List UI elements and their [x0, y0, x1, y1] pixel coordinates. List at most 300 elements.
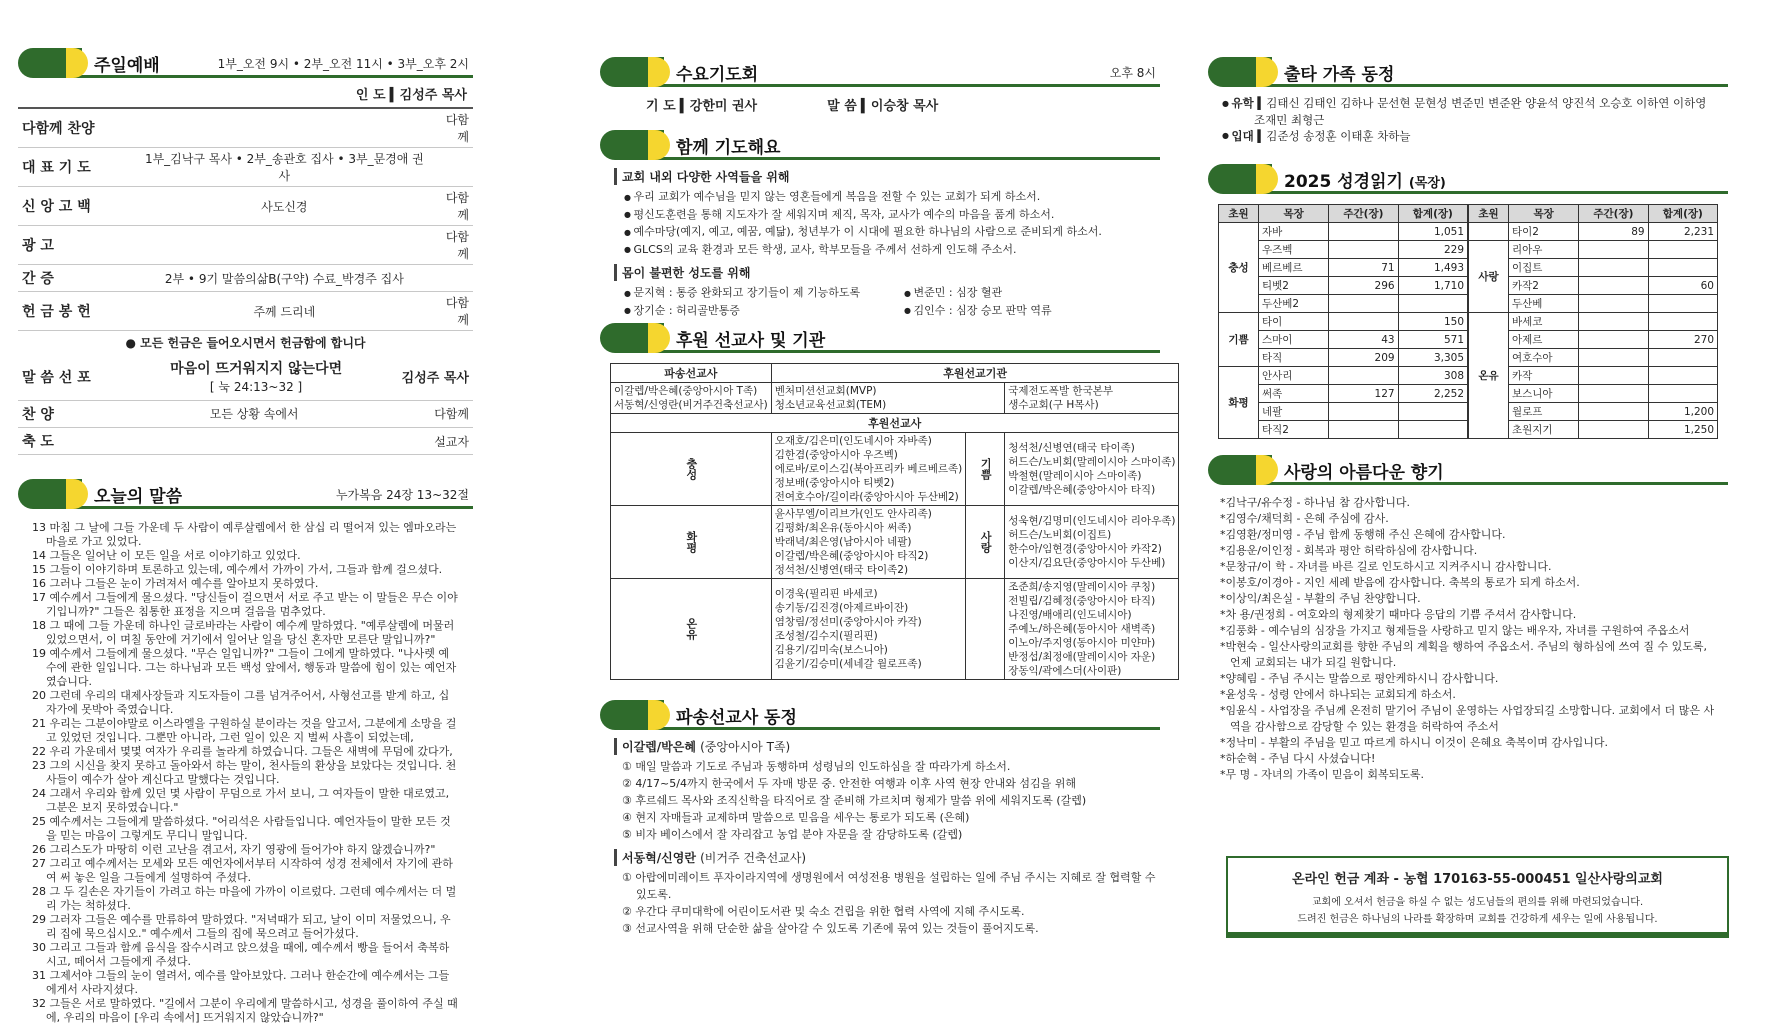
- worship-right: 다함께: [431, 292, 473, 331]
- bible-cell: 150: [1398, 313, 1467, 331]
- family-list: ● 유학 ▍김태신 김태인 김하나 문선현 문현성 변준민 변준완 양윤석 양진석 오승호 이하연 이하영 조재민 최형근 ● 입대 ▍김준성 송정훈 이태훈 차하늘: [1208, 89, 1728, 144]
- missionary: 이갈렙/박은혜(중앙아시아 타직2): [774, 550, 929, 562]
- worship-content: [138, 226, 431, 265]
- column-worship: [18, 46, 473, 1025]
- mission-entry: 청소년교육선교회(TEM): [774, 399, 887, 411]
- g1-head: 교회 내외 다양한 사역들을 위해: [614, 168, 1160, 185]
- wed-prayer-label: 기 도: [646, 99, 676, 114]
- bible-tables: [1218, 204, 1718, 439]
- bible-cell: [1579, 259, 1648, 277]
- verse: 22 우리 가운데서 몇몇 여자가 우리를 놀라게 하였습니다. 그들은 새벽에 무덤에 갔다가,: [32, 745, 453, 758]
- bible-cell: 270: [1648, 331, 1717, 349]
- worship-content: 주께 드리네: [138, 292, 431, 331]
- missionary: 주예노/하은혜(동아시아 새벽족): [1008, 623, 1156, 635]
- worship-content: 1부_김낙구 목사 • 2부_송관호 집사 • 3부_문경애 권사: [138, 148, 431, 187]
- bible-cell: 43: [1329, 331, 1398, 349]
- health-item: ● 김인수 : 심장 승모 판막 역류: [880, 302, 1140, 320]
- bible-table-right: [1468, 204, 1718, 439]
- report-item: ① 매일 말씀과 기도로 주님과 동행하며 성령님의 인도하심을 잘 따라가게 하소서.: [622, 760, 1011, 773]
- worship-row: [18, 108, 473, 148]
- fragrance-list: [1208, 487, 1728, 783]
- report-item: ② 우간다 쿠미대학에 어린이도서관 및 숙소 건립을 위한 협력 사역에 지혜 주시도록.: [622, 905, 1025, 918]
- bible-cell: 타이2: [1509, 223, 1579, 241]
- bible-cell: [1648, 313, 1717, 331]
- missionary: 이갈렙/박은혜(중앙아시아 타직): [1008, 484, 1156, 496]
- bible-cell: 우즈벡: [1259, 241, 1329, 259]
- pray-title: 함께 기도해요: [676, 137, 781, 158]
- study-label: 유학: [1231, 96, 1254, 110]
- bible-cell: [1648, 295, 1717, 313]
- bible-cell: 카작: [1509, 367, 1579, 385]
- bible-cell: 296: [1329, 277, 1398, 295]
- missionary: 송기동/김진경(아제르바이잔): [774, 602, 909, 614]
- missionary: 나진영/배애리(인도네시아): [1008, 609, 1132, 621]
- group-left-list: [771, 579, 966, 680]
- fragrance-item: *차 용/권정희 - 여호와의 형제찾기 때마다 응답의 기쁨 주셔서 감사합니다.: [1220, 608, 1577, 621]
- missionary: 오재호/김은미(인도네시아 자바족): [774, 435, 932, 447]
- fragrance-title: 사랑의 아름다운 향기: [1284, 462, 1444, 483]
- family-header: [1208, 55, 1728, 89]
- fragrance-item: *이상익/최은실 - 부활의 주님 찬양합니다.: [1220, 592, 1421, 605]
- bible-cell: 타직: [1259, 349, 1329, 367]
- fragrance-item: *하순혁 - 주님 다시 사셨습니다!: [1220, 752, 1376, 765]
- study-names: 김태신 김태인 김하나 문선현 문현성 변준민 변준완 양윤석 양진석 오승호 이하연 이하영 조재민 최형근: [1254, 96, 1707, 127]
- missionary: 이경욱(필리핀 바세코): [774, 588, 878, 600]
- bible-cell: 127: [1329, 385, 1398, 403]
- bible-cell: 타직2: [1259, 421, 1329, 439]
- leader-line: 인 도 ▍김성주 목사: [355, 88, 467, 103]
- verse: 32 그들은 서로 말하였다. "길에서 그분이 우리에게 말씀하시고, 성경을 풀이하여 주실 때에, 우리의 마음이 [우리 속에서] 뜨거워지지 않았습니까?": [32, 997, 458, 1024]
- bible-row: [1469, 313, 1718, 331]
- bible-cell: 1,710: [1398, 277, 1467, 295]
- group-left-label: 온유: [611, 579, 772, 680]
- worship-content: 사도신경: [138, 187, 431, 226]
- bible-header: 목장: [1509, 205, 1579, 223]
- g1-list: [600, 188, 1160, 258]
- bible-cell: 두산베: [1509, 295, 1579, 313]
- worship-right: [431, 265, 473, 292]
- bible-cell: [1579, 403, 1648, 421]
- word-ref: 누가복음 24장 13~32절: [335, 488, 469, 502]
- r1-list: [600, 758, 1160, 843]
- worship-content: [138, 108, 431, 148]
- verse: 15 그들이 이야기하며 토론하고 있는데, 예수께서 가까이 가서, 그들과 함께 걸으셨다.: [32, 563, 443, 576]
- bible-cell: 이집트: [1509, 259, 1579, 277]
- missionary: 허드슨/노비회(말레이시아 스마이족): [1008, 456, 1176, 468]
- bible-cell: 60: [1648, 277, 1717, 295]
- missionary: 이노아/주지영(동아시아 미얀마): [1008, 637, 1156, 649]
- bible-header: 목장: [1259, 205, 1329, 223]
- bible-cell: 2,252: [1398, 385, 1467, 403]
- worship-right: 다함께: [431, 226, 473, 265]
- bible-group: 충성: [1219, 223, 1259, 313]
- bible-cell: [1648, 385, 1717, 403]
- prayer-item: ● 예수마당(예지, 예고, 예꿈, 예닮), 청년부가 이 시대에 필요한 하나님의 사람으로 준비되게 하소서.: [600, 223, 1160, 241]
- bible-cell: 베르베르: [1259, 259, 1329, 277]
- group-left-list: [771, 506, 966, 579]
- worship-row: [18, 187, 473, 226]
- group-right-label: [966, 579, 1005, 680]
- missionary: 염창림/정선미(중앙아시아 카작): [774, 616, 922, 628]
- missionary: 조준희/송지영(말레이시아 쿠칭): [1008, 581, 1156, 593]
- bible-row: [1219, 223, 1468, 241]
- report-item: ① 아랍에미레이트 푸자이라지역에 생명원에서 여성전용 병원을 설립하는 일에 주님 주시는 지혜로 잘 협력할 수 있도록.: [622, 871, 1156, 901]
- account-line: 온라인 헌금 계좌 - 농협 170163-55-000451 일산사랑의교회: [1292, 872, 1663, 887]
- sermon-row: [18, 354, 473, 401]
- bible-cell: 3,305: [1398, 349, 1467, 367]
- bible-cell: 여호수아: [1509, 349, 1579, 367]
- online-offering-box: [1226, 856, 1729, 938]
- worship-key: 광 고: [18, 226, 138, 265]
- bible-cell: [1648, 241, 1717, 259]
- group-right-label: 기쁨: [966, 433, 1005, 506]
- verse: 30 그리고 그들과 함께 음식을 잡수시려고 앉으셨을 때에, 예수께서 빵을 들어서 축복하시고, 떼어서 그들에게 주셨다.: [32, 941, 450, 968]
- g2-list: [600, 284, 1160, 319]
- verses: [18, 511, 473, 1025]
- bible-group: 사랑: [1469, 241, 1509, 313]
- bible-group: 화평: [1219, 367, 1259, 439]
- bible-group: 기쁨: [1219, 313, 1259, 367]
- r2-name: 서동혁/신영란: [622, 851, 696, 865]
- worship-key: 다함께 찬양: [18, 108, 138, 148]
- verse: 18 그 때에 그들 가운데 하나인 글로바라는 사람이 예수께 말하였다. "예루살렘에 머물러 있었으면서, 이 며칠 동안에 거기에서 일어난 일을 당신 혼자만 모른단 말입니까?": [32, 619, 455, 646]
- sermon-speaker: 김성주 목사: [374, 354, 473, 400]
- r1-name: 이갈렙/박은혜: [622, 740, 696, 754]
- support-group: [611, 506, 1179, 579]
- bible-cell: [1579, 367, 1648, 385]
- bible-cell: 1,051: [1398, 223, 1467, 241]
- group-right-list: [1005, 433, 1179, 506]
- bible-header: 주간(장): [1329, 205, 1398, 223]
- worship-right: 다함께: [431, 108, 473, 148]
- bible-title-wrap: [1284, 167, 1446, 192]
- worship-order: [18, 107, 473, 331]
- bible-cell: 자바: [1259, 223, 1329, 241]
- worship-key: 축 도: [18, 428, 138, 455]
- worship-row: [18, 428, 473, 455]
- bible-row: [1469, 241, 1718, 259]
- bible-header: 합계(장): [1398, 205, 1467, 223]
- word-header: [18, 477, 473, 511]
- bible-cell: 월로프: [1509, 403, 1579, 421]
- bible-cell: 209: [1329, 349, 1398, 367]
- r2-head: [614, 849, 1160, 866]
- bible-cell: 초원지기: [1509, 421, 1579, 439]
- bible-cell: [1648, 367, 1717, 385]
- verse: 29 그러자 그들은 예수를 만류하여 말하였다. "저녁때가 되고, 날이 이미 저물었으니, 우리 집에 묵으십시오." 예수께서 그들의 집에 묵으려고 들어가셨다.: [32, 913, 451, 940]
- missionary: 전빌립/김혜정(중앙아시아 타직): [1008, 595, 1156, 607]
- worship-key: 찬 양: [18, 401, 138, 428]
- missionary: 박철현(말레이시아 스마이족): [1008, 470, 1142, 482]
- worship-right: 다함께: [431, 187, 473, 226]
- worship-key: 간 증: [18, 265, 138, 292]
- group-right-list: [1005, 579, 1179, 680]
- bible-cell: [1329, 241, 1398, 259]
- bible-cell: 71: [1329, 259, 1398, 277]
- group-left-label: 화평: [611, 506, 772, 579]
- sermon-title: 마음이 뜨거워지지 않는다면: [170, 361, 343, 378]
- r1-sub: (중앙아시아 T족): [700, 740, 791, 754]
- bible-cell: [1579, 421, 1648, 439]
- bible-cell: 308: [1398, 367, 1467, 385]
- missionary: 청석천/신병연(태국 타이족): [1008, 442, 1135, 454]
- missionary: 에로바/로이스김(북아프리카 베르베르족): [774, 463, 963, 475]
- wed-time: 오후 8시: [1109, 66, 1156, 80]
- offering-note: ● 모든 헌금은 들어오시면서 헌금함에 합니다: [125, 336, 366, 350]
- bible-header: [1208, 162, 1728, 196]
- bible-cell: [1579, 349, 1648, 367]
- prayer-item: ● GLCS의 교육 환경과 모든 학생, 교사, 학부모들을 주께서 선하게 인도해 주소서.: [600, 241, 1160, 259]
- bible-row: [1469, 223, 1718, 241]
- health-item: ● 문지혁 : 통증 완화되고 장기들이 제 기능하도록: [600, 284, 880, 302]
- verse: 16 그러나 그들은 눈이 가려져서 예수를 알아보지 못하였다.: [32, 577, 319, 590]
- missionary: 박래녁/최은영(남아시아 네팔): [774, 536, 912, 548]
- bible-row: [1219, 313, 1468, 331]
- column-prayer: [600, 55, 1176, 937]
- health-item: ● 장기순 : 허리골반통증: [600, 302, 880, 320]
- fragrance-item: *김영환/정미영 - 주님 함께 동행해 주신 은혜에 감사합니다.: [1220, 528, 1506, 541]
- worship-row: [18, 265, 473, 292]
- bible-cell: 2,231: [1648, 223, 1717, 241]
- verse: 17 예수께서 그들에게 물으셨다. "당신들이 걸으면서 서로 주고 받는 이 말들은 무슨 이야기입니까?" 그들은 침통한 표정을 지으며 걸음을 멈추었다.: [32, 591, 458, 618]
- verse: 21 우리는 그분이야말로 이스라엘을 구원하실 분이라는 것을 알고서, 그분에게 소망을 걸고 있었던 것입니다. 그뿐만 아니라, 그런 일이 있은 지 벌써 사흘이 되었는데,: [32, 717, 457, 744]
- bible-cell: 리아우: [1509, 241, 1579, 259]
- bible-cell: [1579, 313, 1648, 331]
- verse: 26 그리스도가 마땅히 이런 고난을 겪고서, 자기 영광에 들어가야 하지 않겠습니까?": [32, 843, 436, 856]
- bible-cell: [1579, 331, 1648, 349]
- bible-cell: [1579, 385, 1648, 403]
- bible-cell: [1329, 223, 1398, 241]
- bible-cell: [1329, 295, 1398, 313]
- fragrance-item: *김낙구/유수정 - 하나님 참 감사합니다.: [1220, 496, 1411, 509]
- bible-cell: 안사리: [1259, 367, 1329, 385]
- mission-entry: 서동혁/신영란(비거주건축선교사): [614, 399, 768, 411]
- service-times: 1부_오전 9시 • 2부_오전 11시 • 3부_오후 2시: [217, 57, 469, 71]
- missionary: 한수아/임현경(중앙아시아 카작2): [1008, 543, 1162, 555]
- bible-cell: 아제르: [1509, 331, 1579, 349]
- missionary: 조성철/김수지(필리핀): [774, 630, 878, 642]
- bible-cell: [1579, 241, 1648, 259]
- word-title: 오늘의 말씀: [94, 486, 183, 507]
- mission-entry: 국제전도폭발 한국본부: [1008, 385, 1114, 397]
- worship-row: [18, 292, 473, 331]
- worship-right: [431, 148, 473, 187]
- fragrance-item: *무 명 - 자녀의 가족이 믿음이 회복되도록.: [1220, 768, 1424, 781]
- report-title: 파송선교사 동정: [676, 707, 797, 728]
- report-item: ② 4/17~5/4까지 한국에서 두 자매 방문 중. 안전한 여행과 이후 사역 현장 안내와 섬김을 위해: [622, 777, 1076, 790]
- fragrance-item: *박현숙 - 일산사랑의교회를 향한 주님의 계획을 행하여 주옵소서. 주님의 형하심에 쓰여 질 수 있도록, 언제 교회되는 내가 되길 원합니다.: [1220, 640, 1707, 669]
- fragrance-item: *임윤식 - 사업장을 주님께 온전히 맡기어 주님이 운영하는 사업장되길 소망합니다. 교회에서 더 많은 사역을 감사함으로 감당할 수 있는 환경을 허락하여 주소서: [1220, 704, 1715, 733]
- sermon-label: 말 씀 선 포: [18, 354, 138, 400]
- wed-header: [600, 55, 1160, 89]
- bible-cell: [1648, 259, 1717, 277]
- wed-word: 이승창 목사: [870, 99, 939, 114]
- bible-cell: [1579, 295, 1648, 313]
- fragrance-item: *문창규/이 학 - 자녀를 바른 길로 인도하시고 지켜주시니 감사합니다.: [1220, 560, 1552, 573]
- army-names: 김준성 송정훈 이태훈 차하늘: [1266, 128, 1411, 143]
- report-header: [600, 698, 1160, 732]
- mission-entry: 벤처미션선교회(MVP): [774, 385, 877, 397]
- missionary: 김용기/김미숙(보스니아): [774, 644, 888, 656]
- worship-key: 신 앙 고 백: [18, 187, 138, 226]
- bible-cell: 티벳2: [1259, 277, 1329, 295]
- missionary: 김한겸(중앙아시아 우즈벡): [774, 449, 898, 461]
- bible-cell: 타이: [1259, 313, 1329, 331]
- miss-head1: 파송선교사: [611, 364, 772, 383]
- group-left-label: 충성: [611, 433, 772, 506]
- report-item: ④ 현지 자매들과 교제하며 말씀으로 믿음을 세우는 통로가 되도록 (은혜): [622, 811, 970, 824]
- worship-row: [18, 148, 473, 187]
- fragrance-item: *김영수/채덕희 - 은혜 주심에 감사.: [1220, 512, 1389, 525]
- verse: 28 그 두 길손은 자기들이 가려고 하는 마을에 가까이 이르렀다. 그런데 예수께서는 더 멀리 가는 척하셨다.: [32, 885, 457, 912]
- column-family: [1208, 55, 1728, 783]
- bible-cell: 카작2: [1509, 277, 1579, 295]
- bible-cell: 두산베2: [1259, 295, 1329, 313]
- fragrance-item: *양혜림 - 주님 주시는 말씀으로 평안케하시니 감사합니다.: [1220, 672, 1499, 685]
- sermon-ref: [ 눅 24:13~32 ]: [209, 380, 303, 395]
- orgs-b: [1005, 383, 1179, 414]
- account-note-1: 교회에 오셔서 헌금을 하실 수 없는 성도님들의 편의를 위해 마련되었습니다.: [1311, 897, 1644, 908]
- bible-cell: 스마이: [1259, 331, 1329, 349]
- bible-cell: [1648, 349, 1717, 367]
- missionary: 성욱현/김명미(인도네시아 리아우족): [1008, 515, 1176, 527]
- fragrance-item: *정낙미 - 부활의 주님을 믿고 따르게 하시니 이것이 은혜요 축복이며 감사입니다.: [1220, 736, 1608, 749]
- bible-title: 2025 성경읽기: [1284, 171, 1403, 192]
- support-head: 후원선교사: [611, 414, 1179, 433]
- worship-key: 헌 금 봉 헌: [18, 292, 138, 331]
- bible-cell: [1329, 403, 1398, 421]
- worship-right: 다함께: [370, 401, 473, 428]
- bible-header: 합계(장): [1648, 205, 1717, 223]
- r1-head: [614, 738, 1160, 755]
- bible-table-left: [1218, 204, 1468, 439]
- bible-cell: 1,200: [1648, 403, 1717, 421]
- worship-content: 모든 상황 속에서: [138, 401, 370, 428]
- support-group: [611, 579, 1179, 680]
- missionary: 윤사무엘/이리브가(인도 안사리족): [774, 508, 932, 520]
- bible-header: 주간(장): [1579, 205, 1648, 223]
- bible-cell: 보스니아: [1509, 385, 1579, 403]
- bible-cell: 네팔: [1259, 403, 1329, 421]
- mission-entry: 생수교회(구 H목사): [1008, 399, 1099, 411]
- verse: 23 그의 시신을 찾지 못하고 돌아와서 하는 말이, 천사들의 환상을 보았다는 것입니다. 천사들이 예수가 살아 계신다고 말했다는 것입니다.: [32, 759, 457, 786]
- bible-cell: [1329, 421, 1398, 439]
- wed-roles: 기 도 ▍강한미 권사 말 씀 ▍이승창 목사: [646, 99, 939, 114]
- support-group: [611, 433, 1179, 506]
- pray-header: [600, 128, 1160, 162]
- bible-cell: 바세코: [1509, 313, 1579, 331]
- bible-cell: [1329, 313, 1398, 331]
- verse: 24 그래서 우리와 함께 있던 몇 사람이 무덤으로 가서 보니, 그 여자들이 말한 대로였고, 그분은 보지 못하였습니다.": [32, 787, 450, 814]
- wed-title: 수요기도회: [676, 64, 759, 85]
- wed-prayer: 강한미 권사: [689, 99, 758, 114]
- bible-row: [1219, 367, 1468, 385]
- worship-content: 2부 • 9기 말씀의삶B(구약) 수료_박경주 집사: [138, 265, 431, 292]
- missionary: 이산지/김요단(중앙아시아 두산베): [1008, 557, 1166, 569]
- report-item: ⑤ 비자 베이스에서 잘 자리잡고 농업 분야 자문을 잘 감당하도록 (갈렙): [622, 828, 963, 841]
- bible-cell: [1398, 403, 1467, 421]
- report-item: ③ 후르쉐드 목사와 조직신학을 타직어로 잘 준비해 가르치며 형제가 말씀 위에 세워지도록 (갈렙): [622, 794, 1087, 807]
- missionary: 김윤기/김승미(세네갈 월로프족): [774, 658, 922, 670]
- leader: 김성주 목사: [399, 88, 467, 103]
- verse: 31 그제서야 그들의 눈이 열려서, 예수를 알아보았다. 그러나 한순간에 예수께서는 그들에게서 사라지셨다.: [32, 969, 450, 996]
- worship-content: [138, 428, 370, 455]
- r2-list: [600, 869, 1160, 937]
- account-note-2: 드려진 헌금은 하나님의 나라를 확장하며 교회를 건강하게 세우는 일에 사용됩니다.: [1297, 914, 1658, 925]
- bible-cell: [1329, 367, 1398, 385]
- verse: 13 마침 그 날에 그들 가운데 두 사람이 예루살렘에서 한 삼십 리 떨어져 있는 엠마오라는 마을로 가고 있었다.: [32, 521, 457, 548]
- miss-title: 후원 선교사 및 기관: [676, 330, 826, 351]
- fragrance-item: *김풍화 - 예수님의 심장을 가지고 형제들을 사랑하고 믿지 않는 배우자, 자녀를 구원하여 주옵소서: [1220, 624, 1690, 637]
- verse: 14 그들은 일어난 이 모든 일을 서로 이야기하고 있었다.: [32, 549, 301, 562]
- verse: 25 예수께서는 그들에게 말씀하셨다. "어리석은 사람들입니다. 예언자들이 말한 모든 것을 믿는 마음이 그렇게도 무디니 말입니다.: [32, 815, 451, 842]
- orgs-a: [771, 383, 1005, 414]
- missionary: 전여호수아/길이라(중앙아시아 두산베2): [774, 491, 959, 503]
- g2-head: 몸이 불편한 성도를 위해: [614, 264, 1160, 281]
- bible-cell: [1398, 295, 1467, 313]
- verse: 20 그런데 우리의 대제사장들과 지도자들이 그를 넘겨주어서, 사형선고를 받게 하고, 십자가에 못박아 죽였습니다.: [32, 689, 450, 716]
- missionary: 김평화/최온유(동아시아 써족): [774, 522, 912, 534]
- worship-row: [18, 226, 473, 265]
- missionary: 허드슨/노비회(이집트): [1008, 529, 1112, 541]
- missionary-table: [610, 363, 1179, 680]
- bible-header: 초원: [1469, 205, 1509, 223]
- miss-header: [600, 321, 1160, 355]
- missionary: 장동익/곽에스더(사이판): [1008, 665, 1122, 677]
- group-left-list: [771, 433, 966, 506]
- bible-cell: 89: [1579, 223, 1648, 241]
- worship-title: 주일예배: [94, 55, 160, 76]
- worship-order-2: [18, 401, 473, 456]
- bible-header: 초원: [1219, 205, 1259, 223]
- fragrance-item: *윤성욱 - 성령 안에서 하나되는 교회되게 하소서.: [1220, 688, 1456, 701]
- bible-cell: [1579, 277, 1648, 295]
- r2-sub: (비거주 건축선교사): [700, 851, 807, 865]
- fragrance-item: *김용운/이인정 - 회복과 평안 허락하심에 감사합니다.: [1220, 544, 1478, 557]
- bible-cell: 571: [1398, 331, 1467, 349]
- worship-row: [18, 401, 473, 428]
- bible-cell: 229: [1398, 241, 1467, 259]
- fragrance-item: *이봉호/이경아 - 지인 세례 받음에 감사합니다. 축복의 통로가 되게 하소서.: [1220, 576, 1580, 589]
- group-right-list: [1005, 506, 1179, 579]
- report-item: ③ 선교사역을 위해 단순한 삶을 살아갈 수 있도록 기존에 묶여 있는 것들이 풀어지도록.: [622, 922, 1039, 935]
- worship-key: 대 표 기 도: [18, 148, 138, 187]
- prayer-item: ● 평신도훈련을 통해 지도자가 잘 세워지며 제직, 목자, 교사가 예수의 마음을 품게 하소서.: [600, 206, 1160, 224]
- family-title: 출타 가족 동정: [1284, 64, 1395, 85]
- army-label: 입대: [1231, 128, 1254, 143]
- bible-group: [1469, 223, 1509, 241]
- missionary: 반정섭/최정애(말레이시아 자운): [1008, 651, 1156, 663]
- verse: 19 예수께서 그들에게 물으셨다. "무슨 일입니까?" 그들이 그에게 말하였다. "나사렛 예수에 관한 일입니다. 그는 하나님과 모든 백성 앞에서, 행동과 말씀에 힘이 있는 예언자였습니다.: [32, 647, 457, 688]
- prayer-item: ● 우리 교회가 예수님을 믿지 않는 영혼들에게 복음을 전할 수 있는 교회가 되게 하소서.: [600, 188, 1160, 206]
- worship-right: 설교자: [370, 428, 473, 455]
- missionary: 정보배(중앙아시아 티벳2): [774, 477, 895, 489]
- bible-cell: 1,250: [1648, 421, 1717, 439]
- wed-word-label: 말 씀: [827, 99, 857, 114]
- leader-label: 인 도: [355, 88, 386, 103]
- bible-group: 온유: [1469, 313, 1509, 439]
- fragrance-header: [1208, 453, 1728, 487]
- bible-cell: 써족: [1259, 385, 1329, 403]
- bible-sub: (목장): [1408, 175, 1446, 191]
- health-item: ● 변준민 : 심장 혈관: [880, 284, 1140, 302]
- miss-head2: 후원선교기관: [771, 364, 1179, 383]
- sent-list: [611, 383, 772, 414]
- group-right-label: 사랑: [966, 506, 1005, 579]
- mission-entry: 이갈렙/박은혜(중앙아시아 T족): [614, 385, 758, 397]
- bible-cell: [1398, 421, 1467, 439]
- missionary: 정석천/신병연(태국 타이족2): [774, 564, 909, 576]
